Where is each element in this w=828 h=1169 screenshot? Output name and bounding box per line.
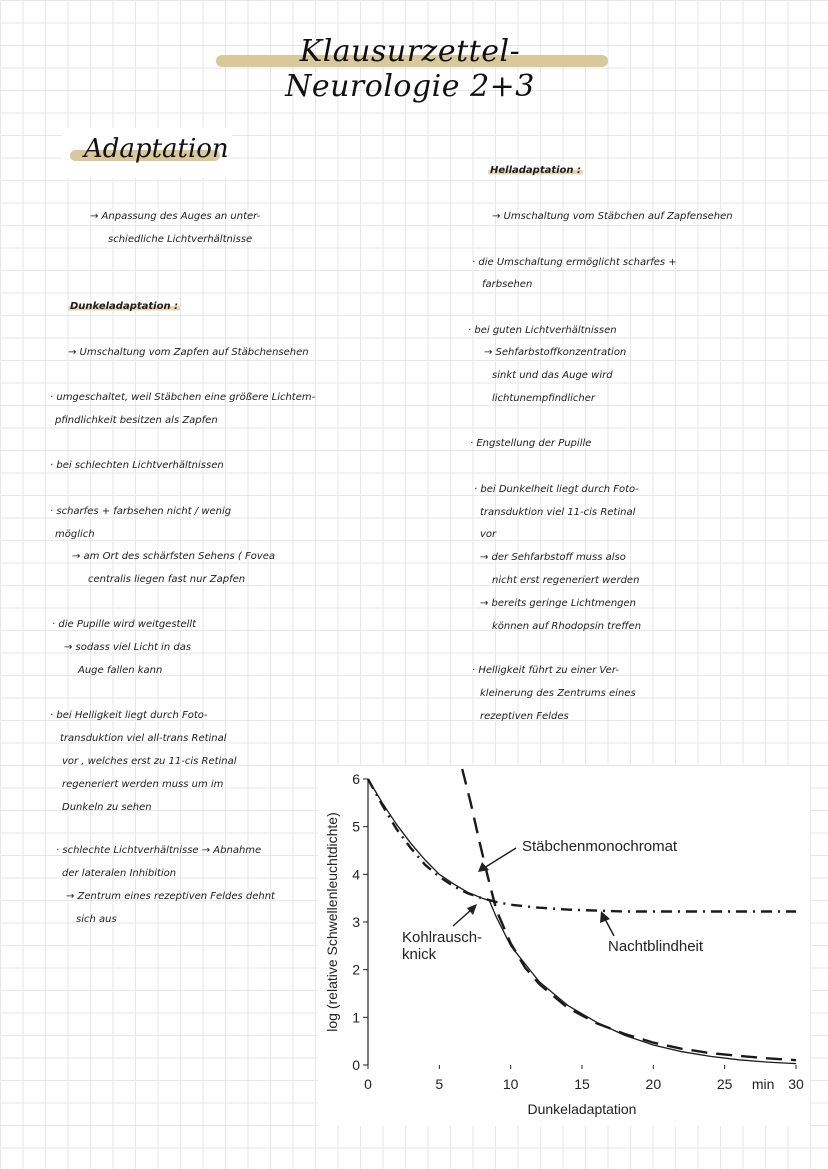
dark-adaptation-chart	[318, 766, 810, 1126]
left-line: Auge fallen kann	[78, 665, 163, 676]
annotation-label: Kohlrausch-	[402, 929, 483, 946]
right-line: lichtunempfindlicher	[492, 393, 596, 404]
dunkeladaptation-heading-text: Dunkeladaptation :	[70, 301, 179, 312]
chart-annotations	[402, 838, 704, 963]
intro-line-1: → Anpassung des Auges an unter-	[90, 211, 261, 222]
right-line: · bei guten Lichtverhältnissen	[468, 325, 617, 336]
right-line: → Umschaltung vom Stäbchen auf Zapfensehen	[492, 211, 733, 222]
x-tick-label: 10	[502, 1076, 519, 1092]
y-tick-label: 2	[352, 961, 360, 978]
x-tick-label: 25	[716, 1076, 733, 1092]
right-line: · die Umschaltung ermöglicht scharfes +	[472, 257, 677, 268]
left-line: → sodass viel Licht in das	[64, 642, 192, 653]
annotation-label: Stäbchenmonochromat	[522, 838, 678, 855]
left-line: vor , welches erst zu 11-cis Retinal	[62, 756, 237, 767]
y-tick-label: 4	[352, 866, 360, 883]
annotation-arrow-line	[605, 919, 614, 936]
right-line: kleinerung des Zentrums eines	[480, 688, 636, 699]
left-line: · umgeschaltet, weil Stäbchen eine größere Lichtem-	[50, 392, 316, 403]
x-tick-label: 30	[788, 1076, 804, 1092]
left-line: der lateralen Inhibition	[62, 868, 177, 879]
left-line: möglich	[55, 529, 95, 540]
chart-svg	[318, 766, 810, 1126]
left-line: transduktion viel all-trans Retinal	[60, 733, 227, 744]
y-tick-label: 0	[352, 1057, 360, 1073]
x-tick-label: 0	[364, 1076, 372, 1092]
left-line: · die Pupille wird weitgestellt	[52, 619, 197, 630]
y-tick-label: 3	[352, 914, 360, 930]
left-line: sich aus	[76, 914, 117, 925]
intro-line-2: schiedliche Lichtverhältnisse	[108, 234, 253, 245]
page-title: Klausurzettel- Neurologie 2+3	[285, 34, 535, 104]
title-block	[210, 28, 610, 104]
right-line: nicht erst regeneriert werden	[492, 575, 640, 586]
helladaptation-heading-text: Helladaptation :	[490, 165, 582, 176]
left-line: · bei Helligkeit liegt durch Foto-	[50, 710, 208, 721]
right-line: → Sehfarbstoffkonzentration	[484, 347, 627, 358]
right-line: · Helligkeit führt zu einer Ver-	[472, 665, 619, 676]
right-line: → bereits geringe Lichtmengen	[480, 598, 636, 609]
left-line: centralis liegen fast nur Zapfen	[88, 574, 246, 585]
annotation-arrowhead	[467, 904, 477, 915]
dunkeladaptation-heading	[68, 296, 180, 319]
right-line: · bei Dunkelheit liegt durch Foto-	[474, 484, 639, 495]
right-line: sinkt und das Auge wird	[492, 370, 613, 381]
x-unit-label: min	[751, 1076, 775, 1092]
series-line-solid	[368, 779, 796, 1064]
y-tick-label: 5	[352, 818, 360, 835]
right-line: farbsehen	[482, 279, 533, 290]
left-line: → Zentrum eines rezeptiven Feldes dehnt	[66, 891, 275, 902]
right-line: transduktion viel 11-cis Retinal	[480, 507, 636, 518]
right-line: können auf Rhodopsin treffen	[492, 621, 642, 632]
right-line: vor	[480, 529, 497, 540]
section-heading: Adaptation	[84, 134, 229, 164]
left-line: · scharfes + farbsehen nicht / wenig	[50, 506, 232, 517]
left-line: regeneriert werden muss um im	[62, 779, 224, 790]
helladaptation-heading	[488, 160, 583, 183]
left-line: → Umschaltung vom Zapfen auf Stäbchensehen	[68, 347, 309, 358]
right-line: · Engstellung der Pupille	[470, 438, 592, 449]
x-axis-title: Dunkeladaptation	[527, 1101, 637, 1117]
y-tick-label: 6	[352, 771, 360, 787]
right-line: → der Sehfarbstoff muss also	[480, 552, 626, 563]
annotation-arrow-line	[453, 910, 471, 926]
x-tick-label: 5	[435, 1076, 444, 1092]
series-line-dashed	[462, 769, 796, 1060]
annotation-arrowhead	[600, 911, 610, 923]
left-line: · bei schlechten Lichtverhältnissen	[50, 460, 224, 471]
chart-series	[368, 769, 796, 1064]
section-heading-block	[62, 128, 232, 178]
left-line: pfindlichkeit besitzen als Zapfen	[55, 415, 218, 426]
x-tick-label: 20	[645, 1076, 662, 1092]
y-axis-title: log (relative Schwellenleuchtdichte)	[324, 812, 340, 1032]
annotation-arrow-line	[484, 848, 516, 868]
left-line: Dunkeln zu sehen	[62, 802, 152, 813]
left-line: → am Ort des schärfsten Sehens ( Fovea	[72, 551, 276, 562]
y-tick-label: 1	[352, 1009, 360, 1026]
right-line: rezeptiven Feldes	[480, 711, 569, 722]
x-tick-label: 15	[574, 1076, 590, 1092]
annotation-label: knick	[402, 946, 437, 963]
left-line: · schlechte Lichtverhältnisse → Abnahme	[56, 845, 262, 856]
annotation-label: Nachtblindheit	[608, 938, 704, 955]
